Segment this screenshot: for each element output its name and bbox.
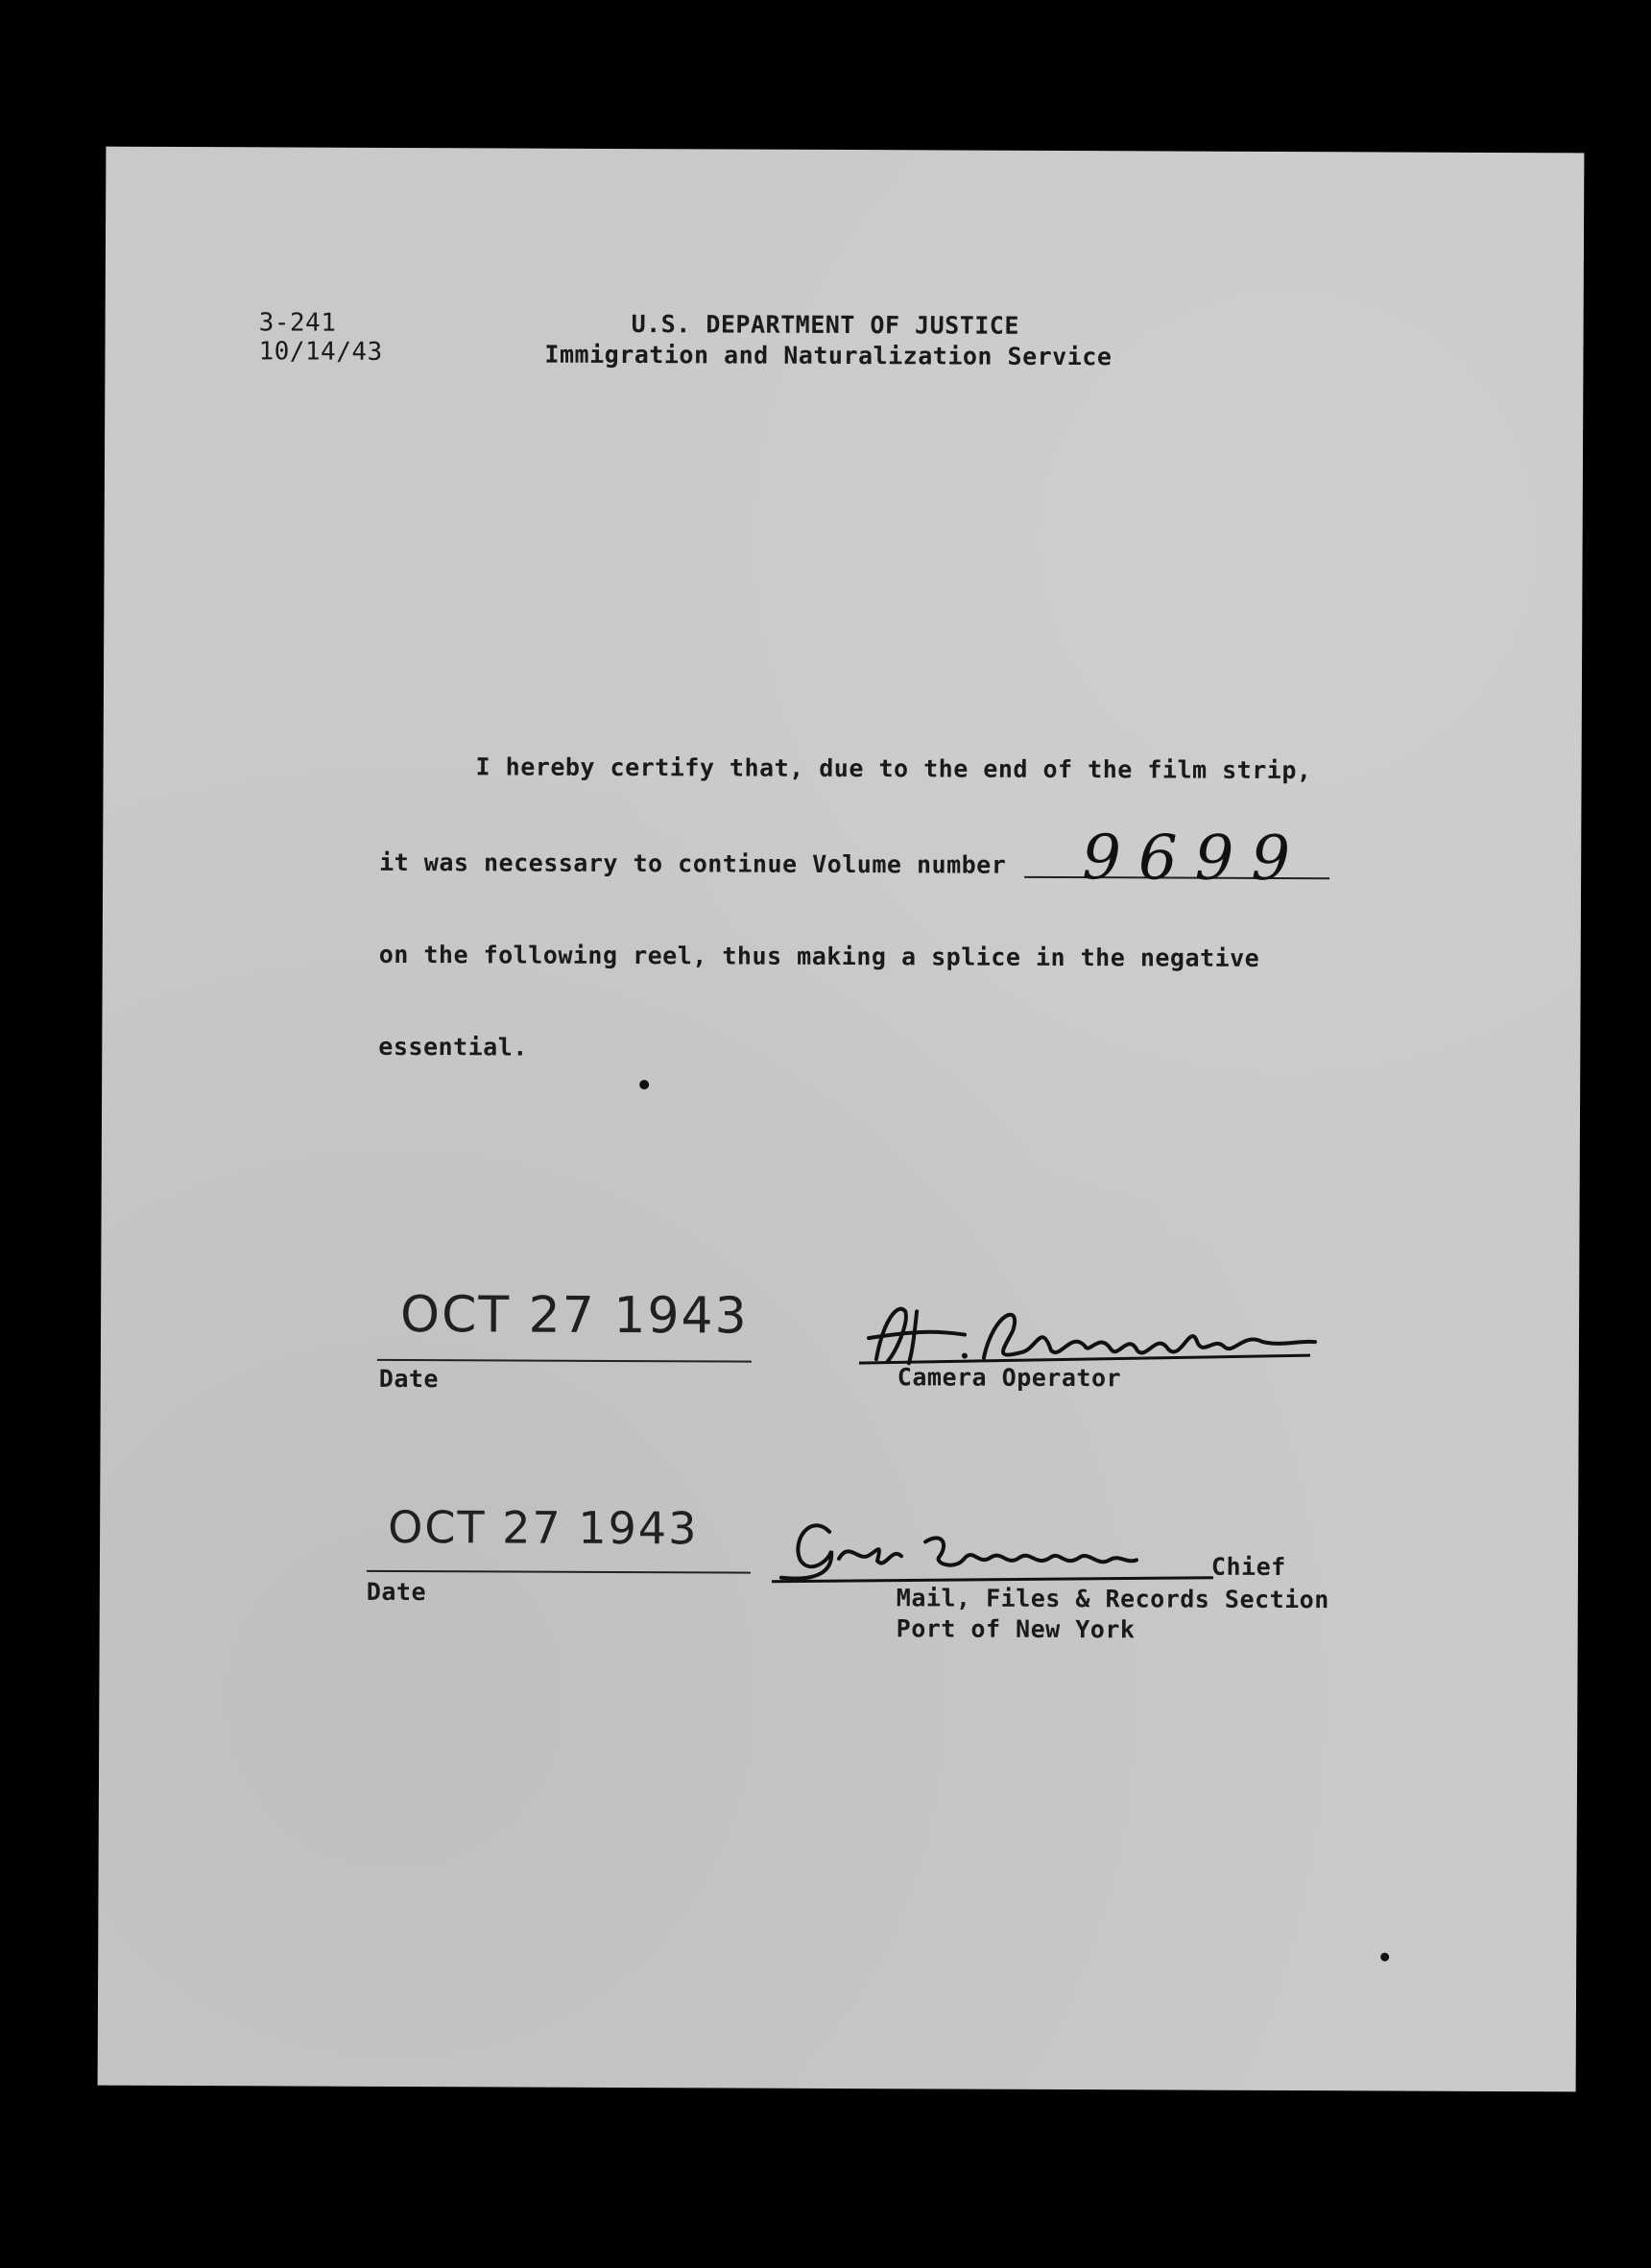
ink-speck (639, 1080, 649, 1089)
document-page (98, 147, 1585, 2092)
chief-date-line (367, 1570, 751, 1574)
ink-speck-bottom (1380, 1952, 1389, 1961)
chief-date-stamp: OCT 27 1943 (388, 1500, 699, 1555)
certification-line-3: on the following reel, thus making a splice in the negative (378, 940, 1260, 972)
certification-line-1: I hereby certify that, due to the end of the film strip, (475, 752, 1312, 785)
service-heading: Immigration and Naturalization Service (544, 340, 1113, 371)
chief-section: Mail, Files & Records Section (896, 1584, 1329, 1614)
form-date: 10/14/43 (258, 337, 383, 367)
chief-port: Port of New York (896, 1614, 1136, 1644)
operator-date-stamp: OCT 27 1943 (399, 1285, 749, 1346)
chief-title: Chief (1210, 1552, 1286, 1582)
operator-date-label: Date (378, 1364, 440, 1394)
volume-number-handwritten: 9699 (1082, 823, 1308, 895)
operator-date-line (377, 1359, 752, 1363)
chief-date-label: Date (366, 1577, 427, 1607)
department-heading: U.S. DEPARTMENT OF JUSTICE (631, 310, 1020, 340)
camera-operator-title: Camera Operator (897, 1363, 1122, 1393)
certification-line-4: essential. (378, 1032, 528, 1062)
form-number: 3-241 (258, 308, 337, 338)
chief-signature (772, 1503, 1223, 1591)
certification-line-2: it was necessary to continue Volume number (379, 848, 1007, 879)
